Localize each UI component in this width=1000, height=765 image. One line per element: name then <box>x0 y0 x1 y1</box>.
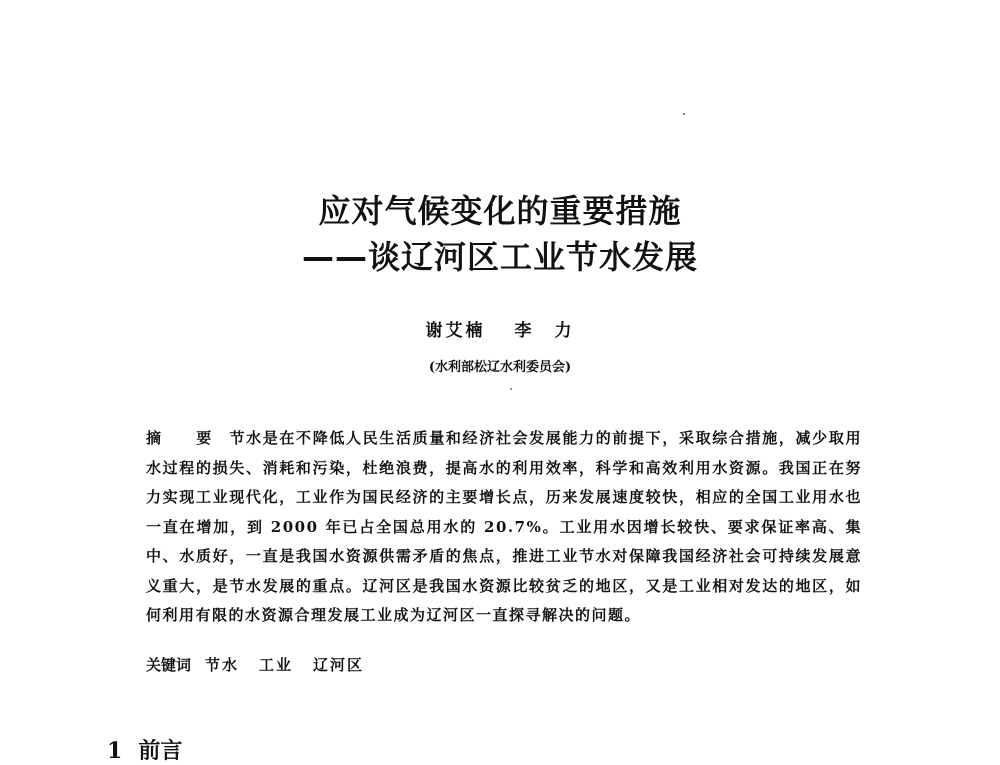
keyword: 辽河区 <box>313 656 365 674</box>
section-number: 1 <box>107 738 123 764</box>
abstract-text: 节水是在不降低人民生活质量和经济社会发展能力的前提下，采取综合措施，减少取用水过程的损失、消耗和污染，杜绝浪费，提高水的利用效率，科学和高效利用水资源。我国正在努力实现工业现代化，工业作为国民经济的主要增长点，历来发展速度较快，相应的全国工业用水也一直在增加，到 2000 年已占全国总用水的 20.7%。工业用水因增长较快、要求保证率高、集中、水质好，一直是我国水资源供需矛盾的焦点，推进工业节水对保障我国经济社会可持续发展意义重大，是节水发展的重点。辽河区是我国水资源比较贫乏的地区，又是工业相对发达的地区，如何利用有限的水资源合理发展工业成为辽河区一直探寻解决的问题。 <box>146 429 862 624</box>
abstract-label: 摘 要 <box>146 429 222 447</box>
author-affiliation: (水利部松辽水利委员会) <box>428 360 572 375</box>
keyword: 节水 <box>205 656 240 674</box>
keywords-label: 关键词 <box>146 656 192 674</box>
scan-speck <box>510 388 512 390</box>
abstract <box>146 424 862 631</box>
author-name: 谢艾楠 <box>425 321 486 341</box>
author-list <box>0 316 1000 341</box>
paper-subtitle: ——谈辽河区工业节水发展 <box>301 238 698 276</box>
scan-speck <box>683 113 685 115</box>
paper-title: 应对气候变化的重要措施 <box>318 192 682 230</box>
author-name: 李 力 <box>514 321 575 341</box>
section-title: 前言 <box>138 738 183 764</box>
keywords <box>146 654 862 675</box>
section-heading <box>107 734 182 765</box>
keyword: 工业 <box>259 656 294 674</box>
